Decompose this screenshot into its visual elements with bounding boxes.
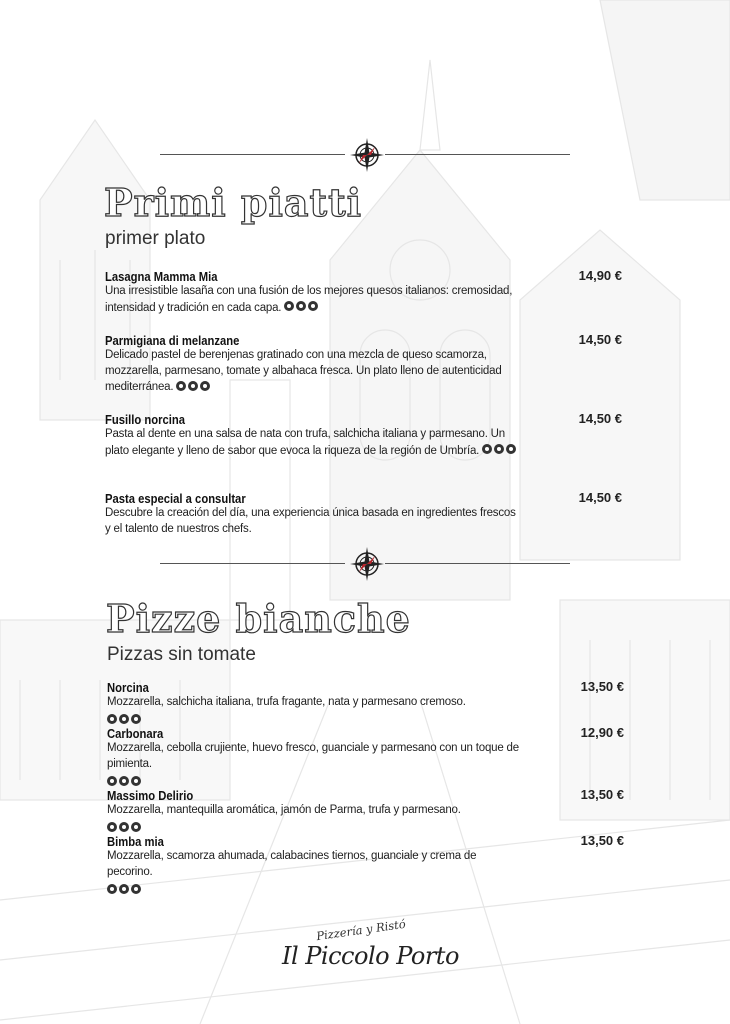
item-name: Massimo Delirio bbox=[107, 789, 194, 803]
item-price: 13,50 € bbox=[580, 679, 624, 694]
egg-icon bbox=[131, 714, 141, 724]
allergen-icons bbox=[107, 880, 143, 898]
item-description: Mozzarella, mantequilla aromática, jamón de Parma, trufa y parmesano. bbox=[107, 804, 461, 816]
menu-item bbox=[105, 413, 625, 459]
item-name: Lasagna Mamma Mia bbox=[105, 270, 218, 284]
item-price: 14,50 € bbox=[578, 332, 622, 347]
logo-brand: Il Piccolo Porto bbox=[282, 942, 459, 970]
section-subtitle: Pizzas sin tomate bbox=[107, 644, 256, 665]
divider-line bbox=[160, 563, 345, 564]
item-name: Parmigiana di melanzane bbox=[105, 334, 240, 348]
egg-icon bbox=[506, 444, 516, 454]
section-title: Primi piatti bbox=[104, 180, 363, 225]
item-description: Mozzarella, scamorza ahumada, calabacines tiernos, guanciale y crema de pecorino. bbox=[107, 850, 477, 878]
divider-line bbox=[385, 154, 570, 155]
egg-icon bbox=[200, 381, 210, 391]
milk-icon bbox=[119, 714, 129, 724]
allergen-icons bbox=[107, 711, 143, 729]
egg-icon bbox=[131, 776, 141, 786]
item-name: Bimba mia bbox=[107, 835, 164, 849]
item-description: Delicado pastel de berenjenas gratinado con una mezcla de queso scamorza, mozzarella, parmesano, tomate y albahaca fresca. Un plato lleno de autenticidad mediterránea. bbox=[105, 349, 502, 393]
gluten-icon bbox=[107, 776, 117, 786]
item-name: Pasta especial a consultar bbox=[105, 492, 246, 506]
allergen-icons bbox=[482, 443, 518, 459]
gluten-icon bbox=[107, 822, 117, 832]
item-price: 13,50 € bbox=[580, 787, 624, 802]
item-price: 14,50 € bbox=[578, 411, 622, 426]
item-name: Carbonara bbox=[107, 727, 164, 741]
allergen-icons bbox=[284, 300, 320, 316]
section-subtitle: primer plato bbox=[105, 228, 206, 249]
menu-item bbox=[107, 835, 627, 898]
milk-icon bbox=[188, 381, 198, 391]
gluten-icon bbox=[482, 444, 492, 454]
egg-icon bbox=[131, 884, 141, 894]
logo-tagline: Pizzería y Ristó bbox=[315, 916, 407, 944]
divider-line bbox=[385, 563, 570, 564]
egg-icon bbox=[308, 301, 318, 311]
menu-item bbox=[105, 492, 625, 537]
compass-icon bbox=[349, 137, 385, 173]
compass-icon bbox=[349, 546, 385, 582]
allergen-icons bbox=[107, 819, 143, 837]
divider-compass bbox=[160, 137, 570, 173]
gluten-icon bbox=[284, 301, 294, 311]
gluten-icon bbox=[107, 884, 117, 894]
divider-compass bbox=[160, 546, 570, 582]
item-description: Pasta al dente en una salsa de nata con trufa, salchicha italiana y parmesano. Un plato elegante y lleno de sabor que evoca la riqueza de la región de Umbría. bbox=[105, 427, 520, 459]
menu-item bbox=[105, 270, 625, 316]
item-price: 14,90 € bbox=[578, 268, 622, 283]
item-name: Norcina bbox=[107, 681, 149, 695]
divider-line bbox=[160, 154, 345, 155]
menu-item bbox=[107, 727, 627, 790]
menu-item bbox=[107, 681, 627, 729]
item-price: 13,50 € bbox=[580, 833, 624, 848]
restaurant-logo bbox=[280, 916, 459, 990]
milk-icon bbox=[296, 301, 306, 311]
milk-icon bbox=[119, 884, 129, 894]
milk-icon bbox=[119, 822, 129, 832]
menu-item bbox=[107, 789, 627, 837]
section-title: Pizze bianche bbox=[106, 596, 411, 641]
milk-icon bbox=[494, 444, 504, 454]
menu-item bbox=[105, 334, 625, 395]
gluten-icon bbox=[176, 381, 186, 391]
item-description: Mozzarella, cebolla crujiente, huevo fresco, guanciale y parmesano con un toque de pimienta. bbox=[107, 742, 519, 770]
gluten-icon bbox=[107, 714, 117, 724]
milk-icon bbox=[119, 776, 129, 786]
item-description: Descubre la creación del día, una experiencia única basada en ingredientes frescos y el talento de nuestros chefs. bbox=[105, 507, 516, 535]
egg-icon bbox=[131, 822, 141, 832]
allergen-icons bbox=[176, 379, 212, 395]
item-price: 12,90 € bbox=[580, 725, 624, 740]
item-description: Mozzarella, salchicha italiana, trufa fragante, nata y parmesano cremoso. bbox=[107, 696, 466, 708]
item-description: Una irresistible lasaña con una fusión de los mejores quesos italianos: cremosidad, intensidad y tradición en cada capa. bbox=[105, 285, 513, 314]
item-price: 14,50 € bbox=[578, 490, 622, 505]
item-name: Fusillo norcina bbox=[105, 413, 186, 427]
allergen-icons bbox=[107, 772, 143, 790]
